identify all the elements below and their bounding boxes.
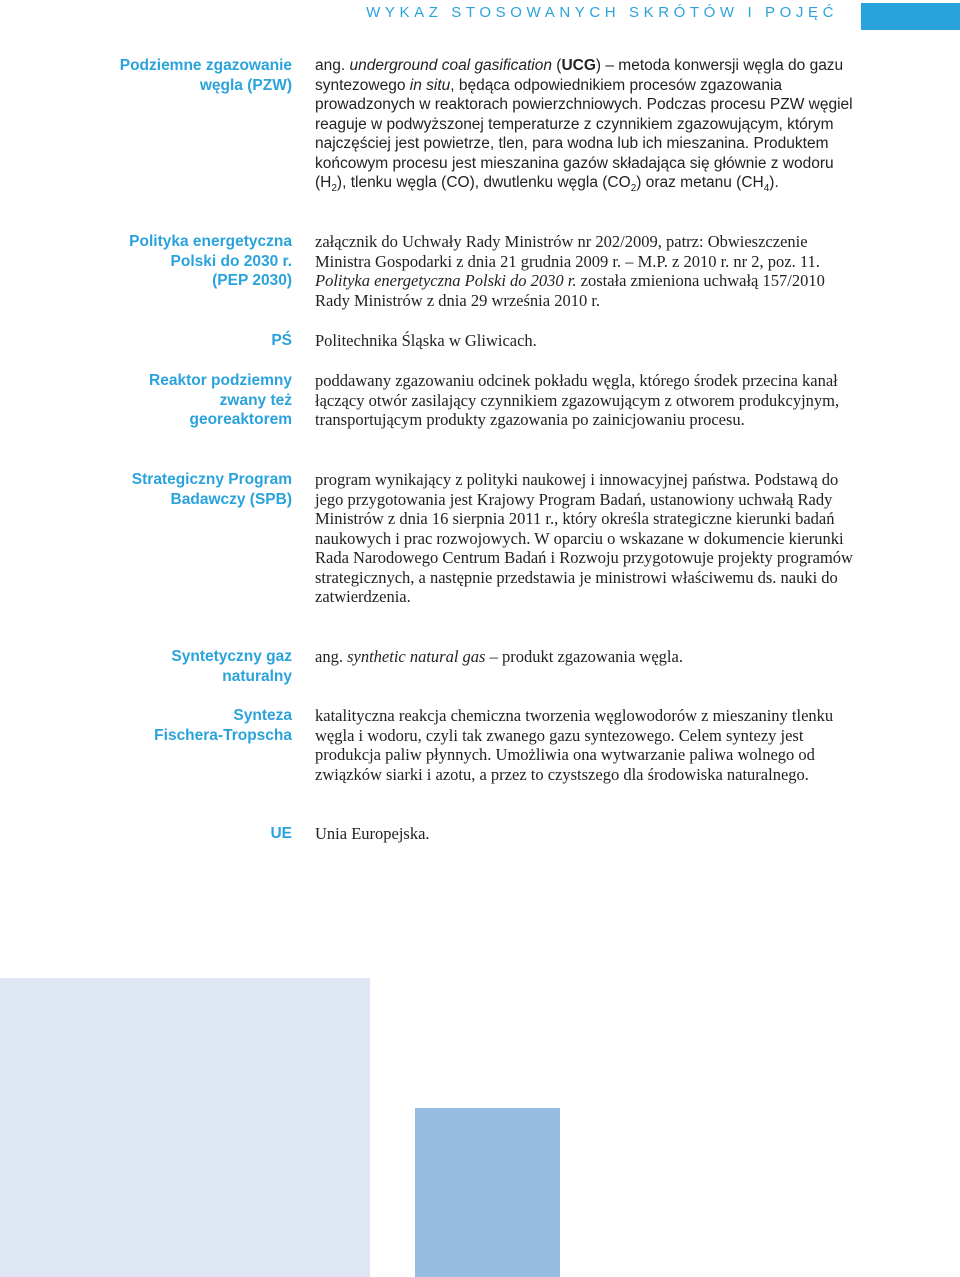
definition-text: program wynikający z polityki naukowej i innowacyjnej państwa. Podstawą do jego przygotowania jest Krajowy Program Badań, ustanowiony uchwałą Rady Ministrów z dnia 16 sierpnia 2011 r., który określa strategiczne kierunki badań naukowych i prac rozwojowych. W oparciu o wskazane w dokumencie kierunki Rada Narodowego Centrum Badań i Rozwoju przygotowuje projekty programów strategicznych, a następnie przedstawia je ministrowi właściwemu ds. nauki do zatwierdzenia. xyxy=(315,470,853,606)
term-line: węgla (PZW) xyxy=(199,76,292,94)
def-emphasis: in situ xyxy=(409,76,451,94)
decorative-light-block xyxy=(0,978,370,1277)
term-line: Synteza xyxy=(233,707,292,724)
definition-reaktor-podziemny xyxy=(315,371,855,430)
def-prefix: ang. xyxy=(315,647,348,666)
decorative-blue-block xyxy=(415,1108,560,1277)
def-emphasis: underground coal gasification xyxy=(349,57,552,74)
term-line: (PEP 2030) xyxy=(212,272,292,289)
term-line: Podziemne zgazowanie xyxy=(119,57,292,74)
definition-synteza-fischera-tropscha xyxy=(315,706,855,784)
definition-ps xyxy=(315,331,855,351)
def-text: ( xyxy=(551,57,562,74)
definition-text: Politechnika Śląska w Gliwicach. xyxy=(315,331,537,350)
term-line: Fischera-Tropscha xyxy=(154,726,292,744)
term-ue xyxy=(82,824,292,844)
term-line: PŚ xyxy=(271,332,292,349)
term-line: Reaktor podziemny xyxy=(149,372,292,389)
def-text: ). xyxy=(769,174,779,191)
def-emphasis: Polityka energetyczna Polski do 2030 r. xyxy=(315,271,577,290)
page-header-title: WYKAZ STOSOWANYCH SKRÓTÓW I POJĘĆ xyxy=(366,4,838,21)
term-spb xyxy=(82,470,292,509)
term-synteza-fischera-tropscha xyxy=(82,706,292,745)
term-pzw xyxy=(82,56,292,95)
definition-pzw xyxy=(315,56,855,193)
definition-pep-2030 xyxy=(315,232,855,310)
definition-text xyxy=(315,647,855,667)
term-line: Polityka energetyczna xyxy=(129,233,292,250)
term-line: georeaktorem xyxy=(189,411,292,428)
def-text: – produkt zgazowania węgla. xyxy=(485,647,683,666)
definition-spb xyxy=(315,470,855,607)
term-line: zwany też xyxy=(219,391,292,409)
def-prefix: ang. xyxy=(315,57,350,74)
def-subscript: 2 xyxy=(331,183,337,195)
definition-text: katalityczna reakcja chemiczna tworzenia węglowodorów z mieszaniny tlenku węgla i wodoru, czyli tak zwanego gazu syntezowego. Celem syntezy jest produkcja paliw płynnych. Umożliwia ona wytwarzanie paliwa wolnego od związków siarki i azotu, a przez to czystszego dla środowiska naturalnego. xyxy=(315,706,834,784)
term-line: Strategiczny Program xyxy=(131,471,292,488)
term-reaktor-podziemny xyxy=(82,371,292,430)
header-accent-bar xyxy=(861,3,960,30)
def-text: , będąca odpowiednikiem procesów zgazowania prowadzonych w reaktorach powierzchniowych. Podczas procesu PZW węgiel reaguje w podwyższonej temperaturze z czynnikiem zgazowującym, którym najczęściej jest powietrze, tlen, para wodna lub ich mieszanina. Produktem końcowym procesu jest mieszanina gazów składająca się głównie z wodoru (H xyxy=(315,76,853,191)
def-text: załącznik do Uchwały Rady Ministrów nr 202/2009, patrz: Obwieszczenie Ministra Gospodarki z dnia 21 grudnia 2009 r. – M.P. z 2010 r. nr 2, poz. 11. xyxy=(315,232,820,271)
def-emphasis: synthetic natural gas xyxy=(347,647,486,666)
term-line: Badawczy (SPB) xyxy=(170,490,292,508)
def-abbreviation: UCG xyxy=(561,57,596,74)
def-subscript: 2 xyxy=(630,183,637,195)
term-line: Polski do 2030 r. xyxy=(170,252,292,270)
definition-text xyxy=(315,232,855,310)
term-pep-2030 xyxy=(82,232,292,291)
def-text: ) – metoda konwersji węgla do gazu syntezowego xyxy=(315,57,844,94)
term-line: UE xyxy=(270,825,292,842)
term-line: naturalny xyxy=(222,667,292,685)
term-ps xyxy=(82,331,292,351)
def-subscript: 4 xyxy=(763,183,770,195)
def-text: ) oraz metanu (CH xyxy=(636,174,764,191)
def-text: ), tlenku węgla (CO), dwutlenku węgla (CO xyxy=(336,174,631,191)
definition-ue xyxy=(315,824,855,844)
definition-syntetyczny-gaz xyxy=(315,647,855,667)
definition-text: poddawany zgazowaniu odcinek pokładu węgla, którego środek przecina kanał łączący otwór zasilający czynnikiem zgazowującym z otworem produkcyjnym, transportującym produkty zgazowania po zainicjowaniu procesu. xyxy=(315,371,840,429)
definition-text: Unia Europejska. xyxy=(315,824,430,843)
term-line: Syntetyczny gaz xyxy=(171,648,292,665)
def-text: została zmieniona uchwałą 157/2010 Rady Ministrów z dnia 29 września 2010 r. xyxy=(315,271,825,310)
term-syntetyczny-gaz xyxy=(82,647,292,686)
definition-text xyxy=(315,56,855,193)
